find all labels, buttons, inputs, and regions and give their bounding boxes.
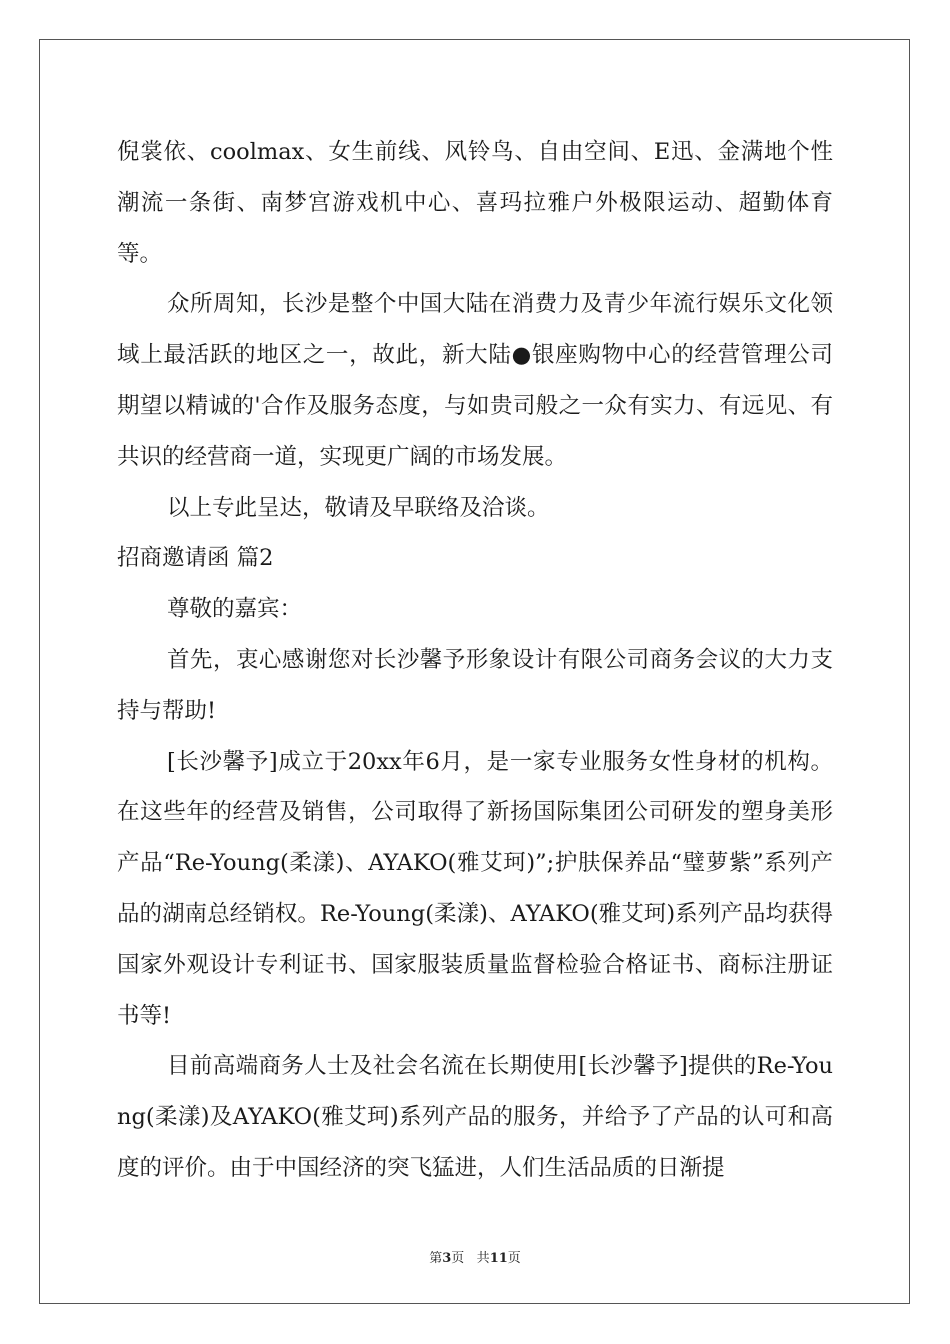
paragraph: 倪裳依、coolmax、女生前线、风铃鸟、自由空间、E迅、金满地个性潮流一条街、南梦宫游戏机中心、喜玛拉雅户外极限运动、超勤体育等。 bbox=[117, 139, 833, 267]
footer-total-unit: 页 bbox=[507, 1251, 521, 1266]
page-number: 3 bbox=[442, 1251, 452, 1266]
page-footer bbox=[0, 1247, 950, 1266]
section-heading: 招商邀请函 篇2 bbox=[117, 545, 274, 572]
document-body bbox=[117, 127, 833, 1194]
footer-page-unit: 页 bbox=[451, 1251, 465, 1266]
footer-prefix: 第 bbox=[429, 1251, 443, 1266]
paragraph: 以上专此呈达，敬请及早联络及洽谈。 bbox=[167, 494, 550, 521]
salutation: 尊敬的嘉宾： bbox=[167, 596, 303, 623]
paragraph: [长沙馨予]成立于20xx年6月，是一家专业服务女性身材的机构。在这些年的经营及销售，公司取得了新扬国际集团公司研发的塑身美形产品“Re-Young(柔漾)、AYAKO(雅艾珂)”;护肤保养品“璧萝紫”系列产品的湖南总经销权。Re-Young(柔漾)、AYAKO(雅艾珂)系列产品均获得国家外观设计专利证书、国家服装质量监督检验合格证书、商标注册证书等! bbox=[117, 748, 833, 1029]
paragraph: 目前高端商务人士及社会名流在长期使用[长沙馨予]提供的Re-Young(柔漾)及AYAKO(雅艾珂)系列产品的服务，并给予了产品的认可和高度的评价。由于中国经济的突飞猛进，人们生活品质的日渐提 bbox=[117, 1053, 833, 1181]
footer-total-prefix: 共 bbox=[476, 1251, 490, 1266]
paragraph: 众所周知，长沙是整个中国大陆在消费力及青少年流行娱乐文化领域上最活跃的地区之一，故此，新大陆●银座购物中心的经营管理公司期望以精诚的'合作及服务态度，与如贵司般之一众有实力、有远见、有共识的经营商一道，实现更广阔的市场发展。 bbox=[117, 291, 833, 470]
total-pages: 11 bbox=[489, 1251, 508, 1266]
paragraph: 首先，衷心感谢您对长沙馨予形象设计有限公司商务会议的大力支持与帮助! bbox=[117, 646, 833, 724]
